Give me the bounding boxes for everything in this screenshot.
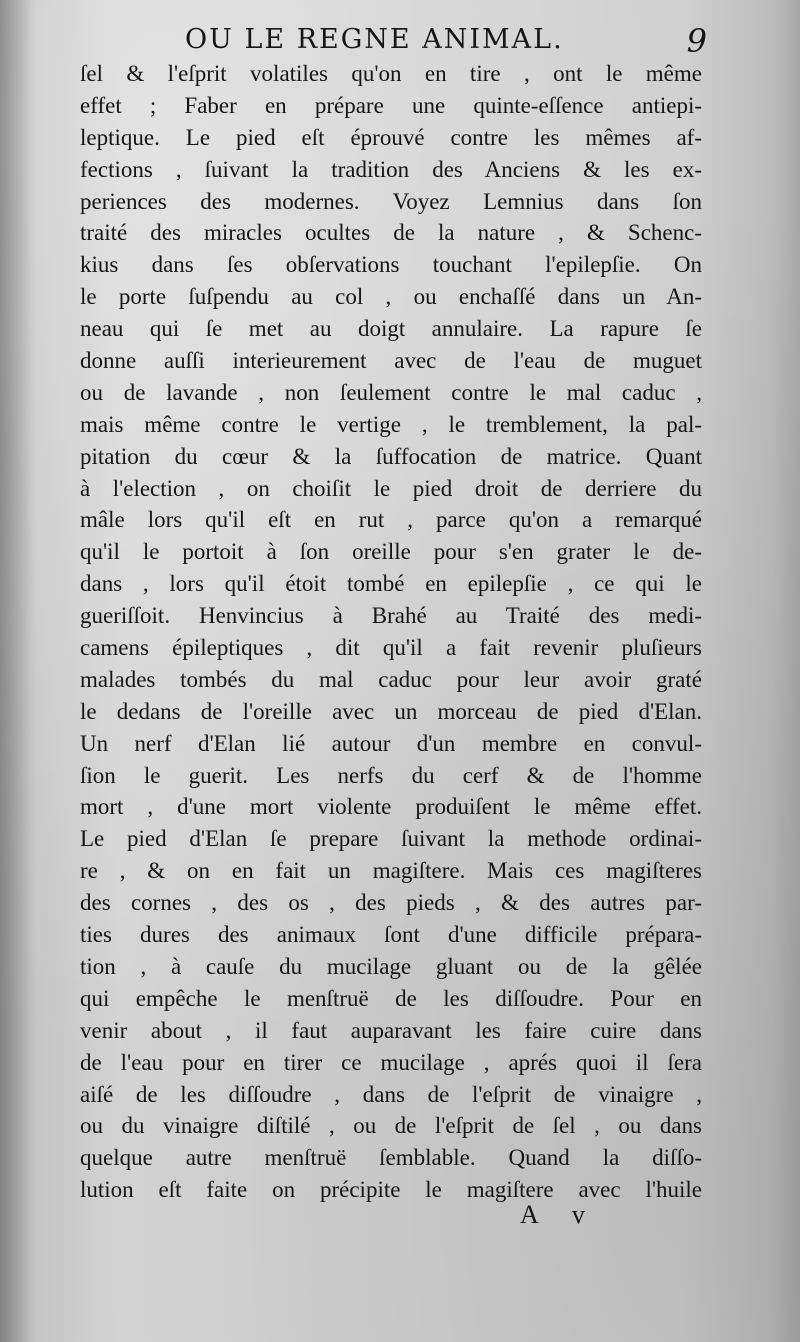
text-line: periences des modernes. Voyez Lemnius dans ſon: [80, 188, 702, 214]
text-line: ties dures des animaux ſont d'une difficile prépara-: [80, 922, 702, 948]
text-line: qu'il le portoit à ſon oreille pour s'en grater le de-: [80, 539, 702, 565]
text-line: donne auſſi interieurement avec de l'eau de muguet: [80, 348, 702, 374]
text-line: effet ; Faber en prépare une quinte-eſſence antiepi-: [80, 92, 702, 118]
text-line: ou du vinaigre diſtilé , ou de l'eſprit de ſel , ou dans: [80, 1113, 702, 1139]
text-line: fections , ſuivant la tradition des Anciens & les ex-: [80, 156, 702, 182]
text-line: ou de lavande , non ſeulement contre le mal caduc ,: [80, 379, 702, 405]
text-line: dans , lors qu'il étoit tombé en epilepſie , ce qui le: [80, 571, 702, 597]
text-line: le porte ſuſpendu au col , ou enchaſſé dans un An-: [80, 284, 702, 310]
text-line: venir about , il faut auparavant les faire cuire dans: [80, 1017, 702, 1043]
text-line: des cornes , des os , des pieds , & des autres par-: [80, 890, 702, 916]
catchword: A v: [520, 1200, 599, 1229]
text-line: qui empêche le menſtruë de les diſſoudre. Pour en: [80, 985, 702, 1011]
text-line: kius dans ſes obſervations touchant l'epilepſie. On: [80, 252, 702, 278]
text-line: à l'election , on choiſit le pied droit de derriere du: [80, 475, 702, 501]
text-line: quelque autre menſtruë ſemblable. Quand la diſſo-: [80, 1145, 702, 1171]
text-line: mâle lors qu'il eſt en rut , parce qu'on a remarqué: [80, 507, 702, 533]
running-head: [185, 22, 745, 62]
text-line: le dedans de l'oreille avec un morceau de pied d'Elan.: [80, 698, 702, 724]
text-line: Le pied d'Elan ſe prepare ſuivant la methode ordinai-: [80, 826, 702, 852]
page-gutter-shadow: [0, 0, 36, 1342]
page-number: 9: [686, 22, 707, 60]
text-line: Un nerf d'Elan lié autour d'un membre en convul-: [80, 730, 702, 756]
text-line: ſion le guerit. Les nerfs du cerf & de l'homme: [80, 762, 702, 788]
text-line: mort , d'une mort violente produiſent le même effet.: [80, 794, 702, 820]
text-line: tion , à cauſe du mucilage gluant ou de la gêlée: [80, 953, 702, 979]
text-line: leptique. Le pied eſt éprouvé contre les mêmes af-: [80, 124, 702, 150]
text-line: gueriſſoit. Henvincius à Brahé au Traité des medi-: [80, 603, 702, 629]
text-line: malades tombés du mal caduc pour leur avoir graté: [80, 666, 702, 692]
text-line: traité des miracles ocultes de la nature , & Schenc-: [80, 220, 702, 246]
text-line: ſel & l'eſprit volatiles qu'on en tire , ont le même: [80, 61, 702, 86]
body-text: [80, 58, 702, 1206]
text-line: lution eſt faite on précipite le magiſtere avec l'huile: [80, 1177, 702, 1203]
text-line: pitation du cœur & la ſuffocation de matrice. Quant: [80, 443, 702, 469]
text-line: re , & on en fait un magiſtere. Mais ces magiſteres: [80, 858, 702, 884]
text-line: neau qui ſe met au doigt annulaire. La rapure ſe: [80, 316, 702, 342]
running-title: OU LE REGNE ANIMAL.: [185, 24, 564, 55]
text-line: de l'eau pour en tirer ce mucilage , aprés quoi il ſera: [80, 1049, 702, 1075]
text-line: mais même contre le vertige , le tremblement, la pal-: [80, 411, 702, 437]
text-line: camens épileptiques , dit qu'il a fait revenir pluſieurs: [80, 635, 702, 661]
text-line: aiſé de les diſſoudre , dans de l'eſprit de vinaigre ,: [80, 1081, 702, 1107]
